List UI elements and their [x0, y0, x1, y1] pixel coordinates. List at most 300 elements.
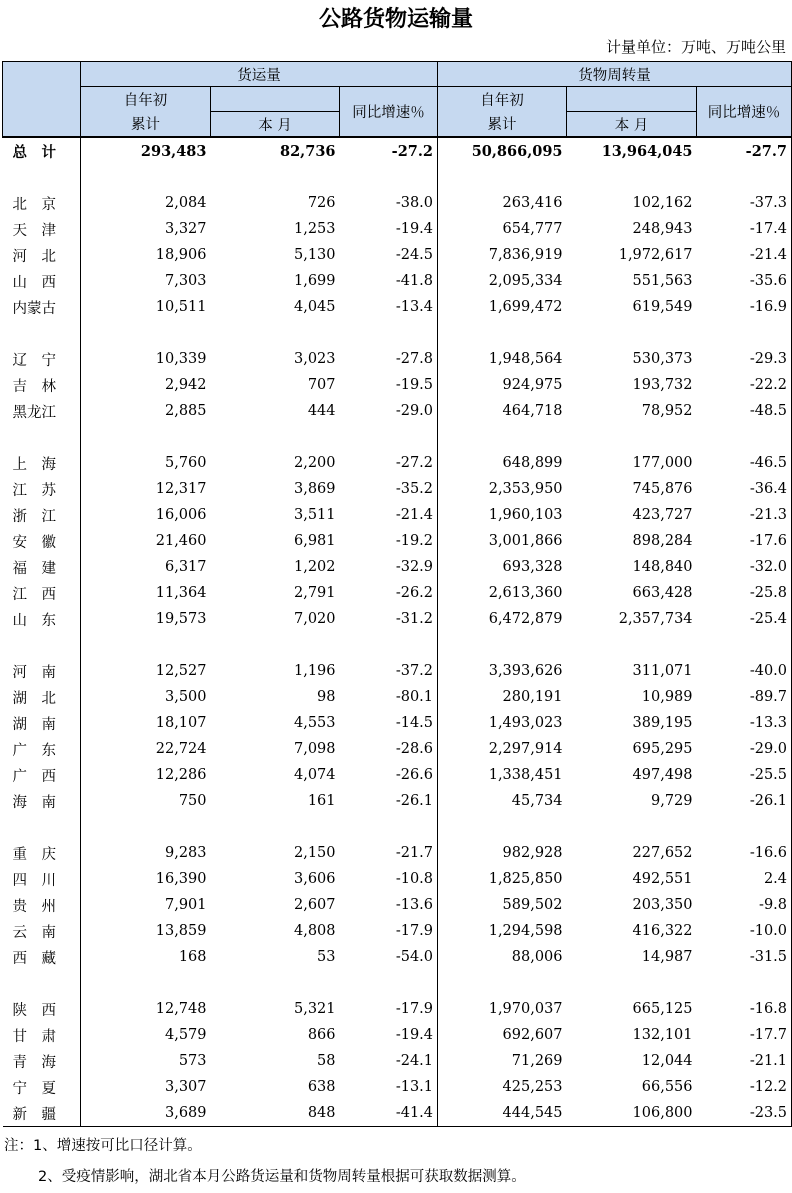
value-cell: 193,732 [632, 377, 693, 393]
spacer-cell [81, 970, 211, 996]
value-cell: -27.8 [340, 346, 438, 372]
value-cell: -25.5 [697, 762, 792, 788]
value-cell: 898,284 [632, 533, 693, 549]
region-cell: 总 计 [3, 137, 81, 164]
value-cell: 7,020 [293, 611, 336, 627]
value-cell: -21.7 [340, 840, 438, 866]
value-cell: -27.7 [697, 137, 792, 164]
value-cell: 4,808 [293, 923, 336, 939]
value-cell: 924,975 [502, 377, 563, 393]
value-cell: 2,095,334 [488, 273, 563, 289]
table-row [3, 1074, 792, 1100]
value-cell: 2,200 [293, 455, 336, 471]
value-cell: -21.4 [340, 502, 438, 528]
value-cell: 1,972,617 [618, 247, 693, 263]
value-cell: 416,322 [632, 923, 693, 939]
value-cell: -13.3 [697, 710, 792, 736]
value-cell: 425,253 [502, 1079, 563, 1095]
region-cell: 四 川 [3, 866, 81, 892]
value-cell: -24.1 [340, 1048, 438, 1074]
value-cell: 619,549 [632, 299, 693, 315]
value-cell: 7,836,919 [488, 247, 563, 263]
value-cell: -29.0 [340, 398, 438, 424]
value-cell: 654,777 [502, 221, 563, 237]
table-row [3, 190, 792, 216]
value-cell: 4,045 [293, 299, 336, 315]
spacer-cell [3, 970, 81, 996]
spacer-cell [3, 320, 81, 346]
value-cell: 2,084 [164, 195, 207, 211]
value-cell: 66,556 [641, 1079, 693, 1095]
value-cell: -46.5 [697, 450, 792, 476]
value-cell: 2,607 [293, 897, 336, 913]
value-cell: 444,545 [438, 1100, 567, 1127]
value-cell: 102,162 [632, 195, 693, 211]
table-row [3, 216, 792, 242]
spacer-cell [697, 632, 792, 658]
spacer-row [3, 970, 792, 996]
value-cell: -19.4 [340, 1022, 438, 1048]
value-cell: 16,006 [155, 507, 207, 523]
table-row [3, 866, 792, 892]
region-cell: 青 海 [3, 1048, 81, 1074]
turnover-yoy-header: 同比增速％ [697, 87, 792, 138]
freight-yoy-header: 同比增速％ [340, 87, 438, 138]
value-cell: -13.4 [340, 294, 438, 320]
value-cell: 4,579 [164, 1027, 207, 1043]
value-cell: -27.2 [340, 137, 438, 164]
value-cell: 1,699,472 [488, 299, 563, 315]
value-cell: -26.2 [340, 580, 438, 606]
spacer-cell [567, 424, 697, 450]
table-row [3, 554, 792, 580]
region-cell: 辽 宁 [3, 346, 81, 372]
table-row [3, 684, 792, 710]
value-cell: 464,718 [502, 403, 563, 419]
value-cell: -17.7 [697, 1022, 792, 1048]
spacer-cell [81, 632, 211, 658]
freight-ytd-header-bottom: 累计 [81, 112, 211, 138]
value-cell: -13.6 [340, 892, 438, 918]
value-cell: -10.0 [697, 918, 792, 944]
value-cell: -17.4 [697, 216, 792, 242]
spacer-cell [211, 632, 340, 658]
value-cell: 3,001,866 [488, 533, 563, 549]
spacer-cell [697, 970, 792, 996]
spacer-cell [211, 814, 340, 840]
value-cell: 9,729 [651, 793, 693, 809]
spacer-row [3, 632, 792, 658]
value-cell: -12.2 [697, 1074, 792, 1100]
value-cell: 2,791 [293, 585, 336, 601]
value-cell: -31.5 [697, 944, 792, 970]
table-row [3, 268, 792, 294]
value-cell: -25.4 [697, 606, 792, 632]
value-cell: 638 [307, 1079, 336, 1095]
value-cell: -38.0 [340, 190, 438, 216]
region-cell: 河 北 [3, 242, 81, 268]
spacer-row [3, 164, 792, 190]
spacer-cell [340, 424, 438, 450]
value-cell: -26.1 [697, 788, 792, 814]
value-cell: 12,286 [155, 767, 207, 783]
table-row [3, 502, 792, 528]
value-cell: 13,859 [155, 923, 207, 939]
table-body [3, 137, 792, 1127]
value-cell: 3,689 [81, 1100, 211, 1127]
region-header [3, 62, 81, 138]
value-cell: 589,502 [502, 897, 563, 913]
value-cell: 5,760 [164, 455, 207, 471]
table-row [3, 606, 792, 632]
region-cell: 湖 北 [3, 684, 81, 710]
spacer-row [3, 814, 792, 840]
value-cell: 5,130 [293, 247, 336, 263]
value-cell: -16.8 [697, 996, 792, 1022]
value-cell: 10,511 [155, 299, 207, 315]
freight-month-header: 本 月 [211, 112, 340, 138]
value-cell: -41.4 [340, 1100, 438, 1127]
value-cell: 497,498 [632, 767, 693, 783]
value-cell: -16.6 [697, 840, 792, 866]
footnote-2: 2、受疫情影响，湖北省本月公路货运量和货物周转量根据可获取数据测算。 [38, 1169, 526, 1185]
table-row [3, 580, 792, 606]
value-cell: 1,294,598 [488, 923, 563, 939]
table-row [3, 918, 792, 944]
spacer-cell [340, 814, 438, 840]
value-cell: 58 [317, 1053, 336, 1069]
value-cell: 132,101 [632, 1027, 693, 1043]
value-cell: 7,098 [293, 741, 336, 757]
spacer-cell [81, 814, 211, 840]
value-cell: 6,472,879 [488, 611, 563, 627]
value-cell: 1,253 [293, 221, 336, 237]
value-cell: 88,006 [511, 949, 563, 965]
value-cell: 573 [178, 1053, 207, 1069]
region-cell: 贵 州 [3, 892, 81, 918]
value-cell: 53 [317, 949, 336, 965]
spacer-cell [438, 320, 567, 346]
value-cell: 4,553 [293, 715, 336, 731]
spacer-cell [3, 164, 81, 190]
value-cell: -31.2 [340, 606, 438, 632]
region-cell: 宁 夏 [3, 1074, 81, 1100]
value-cell: 10,339 [155, 351, 207, 367]
value-cell: 1,202 [293, 559, 336, 575]
value-cell: -17.9 [340, 918, 438, 944]
value-cell: 263,416 [502, 195, 563, 211]
value-cell: -9.8 [697, 892, 792, 918]
value-cell: 227,652 [632, 845, 693, 861]
region-cell: 西 藏 [3, 944, 81, 970]
value-cell: 3,393,626 [488, 663, 563, 679]
spacer-cell [81, 424, 211, 450]
value-cell: -89.7 [697, 684, 792, 710]
turnover-blank-header [567, 87, 697, 112]
value-cell: 177,000 [632, 455, 693, 471]
value-cell: 1,948,564 [488, 351, 563, 367]
value-cell: 12,527 [155, 663, 207, 679]
turnover-month-header: 本 月 [567, 112, 697, 138]
region-cell: 广 东 [3, 736, 81, 762]
value-cell: 161 [307, 793, 336, 809]
freight-blank-header [211, 87, 340, 112]
value-cell: 19,573 [155, 611, 207, 627]
value-cell: 11,364 [155, 585, 207, 601]
table-row [3, 710, 792, 736]
value-cell: -41.8 [340, 268, 438, 294]
value-cell: 2,942 [164, 377, 207, 393]
value-cell: 6,981 [293, 533, 336, 549]
value-cell: 7,303 [164, 273, 207, 289]
value-cell: 2.4 [697, 866, 792, 892]
value-cell: 3,511 [293, 507, 336, 523]
value-cell: -54.0 [340, 944, 438, 970]
spacer-cell [3, 814, 81, 840]
spacer-cell [697, 424, 792, 450]
value-cell: -21.4 [697, 242, 792, 268]
table-row [3, 450, 792, 476]
region-cell: 云 南 [3, 918, 81, 944]
spacer-cell [81, 320, 211, 346]
value-cell: 2,353,950 [488, 481, 563, 497]
spacer-cell [211, 970, 340, 996]
table-row [3, 137, 792, 164]
spacer-cell [438, 632, 567, 658]
region-cell: 重 庆 [3, 840, 81, 866]
table-row [3, 346, 792, 372]
value-cell: 663,428 [632, 585, 693, 601]
value-cell: 745,876 [632, 481, 693, 497]
spacer-cell [567, 814, 697, 840]
region-cell: 上 海 [3, 450, 81, 476]
table-row [3, 1100, 792, 1127]
value-cell: 866 [307, 1027, 336, 1043]
region-cell: 福 建 [3, 554, 81, 580]
value-cell: -17.9 [340, 996, 438, 1022]
value-cell: -23.5 [697, 1100, 792, 1127]
value-cell: 848 [211, 1100, 340, 1127]
freight-ytd-header-top: 自年初 [81, 87, 211, 112]
table-row [3, 736, 792, 762]
table-row [3, 294, 792, 320]
value-cell: -21.1 [697, 1048, 792, 1074]
spacer-cell [340, 632, 438, 658]
table-row [3, 372, 792, 398]
value-cell: 3,500 [164, 689, 207, 705]
value-cell: -21.3 [697, 502, 792, 528]
value-cell: -37.3 [697, 190, 792, 216]
spacer-cell [340, 970, 438, 996]
value-cell: 1,970,037 [488, 1001, 563, 1017]
spacer-cell [697, 320, 792, 346]
table-row [3, 892, 792, 918]
value-cell: 423,727 [632, 507, 693, 523]
table-row [3, 1048, 792, 1074]
value-cell: -25.8 [697, 580, 792, 606]
table-row [3, 242, 792, 268]
value-cell: -19.5 [340, 372, 438, 398]
value-cell: -14.5 [340, 710, 438, 736]
value-cell: 3,606 [293, 871, 336, 887]
table-row [3, 476, 792, 502]
spacer-cell [697, 164, 792, 190]
value-cell: 2,297,914 [488, 741, 563, 757]
value-cell: -32.9 [340, 554, 438, 580]
value-cell: -37.2 [340, 658, 438, 684]
value-cell: -10.8 [340, 866, 438, 892]
region-cell: 广 西 [3, 762, 81, 788]
value-cell: -29.0 [697, 736, 792, 762]
value-cell: 444 [307, 403, 336, 419]
value-cell: 50,866,095 [438, 137, 567, 164]
unit-label: 计量单位：万吨、万吨公里 [605, 38, 786, 56]
value-cell: -80.1 [340, 684, 438, 710]
value-cell: -27.2 [340, 450, 438, 476]
table-row [3, 788, 792, 814]
value-cell: -24.5 [340, 242, 438, 268]
spacer-cell [438, 164, 567, 190]
table-row [3, 528, 792, 554]
region-cell: 河 南 [3, 658, 81, 684]
region-cell: 山 东 [3, 606, 81, 632]
value-cell: 551,563 [632, 273, 693, 289]
region-cell: 江 苏 [3, 476, 81, 502]
value-cell: -26.1 [340, 788, 438, 814]
value-cell: 21,460 [155, 533, 207, 549]
value-cell: 2,613,360 [488, 585, 563, 601]
freight-table [2, 61, 792, 1127]
value-cell: -28.6 [340, 736, 438, 762]
turnover-header: 货物周转量 [438, 62, 792, 87]
value-cell: 18,906 [155, 247, 207, 263]
table-row [3, 658, 792, 684]
spacer-cell [81, 164, 211, 190]
value-cell: 9,283 [164, 845, 207, 861]
value-cell: -16.9 [697, 294, 792, 320]
region-cell: 海 南 [3, 788, 81, 814]
value-cell: -48.5 [697, 398, 792, 424]
value-cell: 203,350 [632, 897, 693, 913]
table-row [3, 762, 792, 788]
value-cell: -35.2 [340, 476, 438, 502]
value-cell: 293,483 [81, 137, 211, 164]
spacer-cell [438, 424, 567, 450]
value-cell: 530,373 [632, 351, 693, 367]
value-cell: 10,989 [641, 689, 693, 705]
value-cell: -40.0 [697, 658, 792, 684]
table-row [3, 840, 792, 866]
table-row [3, 1022, 792, 1048]
value-cell: 648,899 [502, 455, 563, 471]
spacer-cell [3, 632, 81, 658]
value-cell: 148,840 [632, 559, 693, 575]
value-cell: 18,107 [155, 715, 207, 731]
region-cell: 湖 南 [3, 710, 81, 736]
value-cell: 12,748 [155, 1001, 207, 1017]
turnover-ytd-header-top: 自年初 [438, 87, 567, 112]
value-cell: -19.2 [340, 528, 438, 554]
spacer-cell [567, 632, 697, 658]
value-cell: 1,825,850 [488, 871, 563, 887]
value-cell: 4,074 [293, 767, 336, 783]
page-title: 公路货物运输量 [318, 7, 473, 32]
region-cell: 黑龙江 [3, 398, 81, 424]
table-row [3, 944, 792, 970]
region-cell: 吉 林 [3, 372, 81, 398]
value-cell: 168 [178, 949, 207, 965]
value-cell: 492,551 [632, 871, 693, 887]
value-cell: -19.4 [340, 216, 438, 242]
value-cell: 695,295 [632, 741, 693, 757]
value-cell: 3,327 [164, 221, 207, 237]
spacer-cell [697, 814, 792, 840]
region-cell: 北 京 [3, 190, 81, 216]
value-cell: 692,607 [502, 1027, 563, 1043]
spacer-row [3, 320, 792, 346]
value-cell: 14,987 [641, 949, 693, 965]
value-cell: 2,357,734 [618, 611, 693, 627]
spacer-cell [438, 970, 567, 996]
value-cell: -32.0 [697, 554, 792, 580]
region-cell: 新 疆 [3, 1100, 81, 1127]
value-cell: 82,736 [211, 137, 340, 164]
turnover-ytd-header-bottom: 累计 [438, 112, 567, 138]
value-cell: 16,390 [155, 871, 207, 887]
footnotes [4, 1131, 526, 1193]
spacer-cell [567, 320, 697, 346]
value-cell: 12,044 [641, 1053, 693, 1069]
value-cell: -26.6 [340, 762, 438, 788]
region-cell: 江 西 [3, 580, 81, 606]
region-cell: 山 西 [3, 268, 81, 294]
value-cell: -35.6 [697, 268, 792, 294]
spacer-cell [211, 164, 340, 190]
value-cell: 665,125 [632, 1001, 693, 1017]
value-cell: 389,195 [632, 715, 693, 731]
value-cell: 98 [317, 689, 336, 705]
value-cell: 750 [178, 793, 207, 809]
value-cell: 1,493,023 [488, 715, 563, 731]
spacer-cell [438, 814, 567, 840]
value-cell: 693,328 [502, 559, 563, 575]
region-cell: 浙 江 [3, 502, 81, 528]
spacer-cell [340, 164, 438, 190]
value-cell: 707 [307, 377, 336, 393]
value-cell: 22,724 [155, 741, 207, 757]
freight-header: 货运量 [81, 62, 438, 87]
value-cell: 311,071 [632, 663, 693, 679]
value-cell: 71,269 [511, 1053, 563, 1069]
value-cell: 248,943 [632, 221, 693, 237]
value-cell: 7,901 [164, 897, 207, 913]
spacer-cell [567, 970, 697, 996]
value-cell: 1,338,451 [488, 767, 563, 783]
spacer-cell [211, 320, 340, 346]
value-cell: 3,869 [293, 481, 336, 497]
value-cell: -22.2 [697, 372, 792, 398]
spacer-row [3, 424, 792, 450]
value-cell: 3,023 [293, 351, 336, 367]
table-row [3, 996, 792, 1022]
value-cell: 1,960,103 [488, 507, 563, 523]
spacer-cell [567, 164, 697, 190]
region-cell: 天 津 [3, 216, 81, 242]
value-cell: 6,317 [164, 559, 207, 575]
table-row [3, 398, 792, 424]
region-cell: 陕 西 [3, 996, 81, 1022]
value-cell: 2,150 [293, 845, 336, 861]
